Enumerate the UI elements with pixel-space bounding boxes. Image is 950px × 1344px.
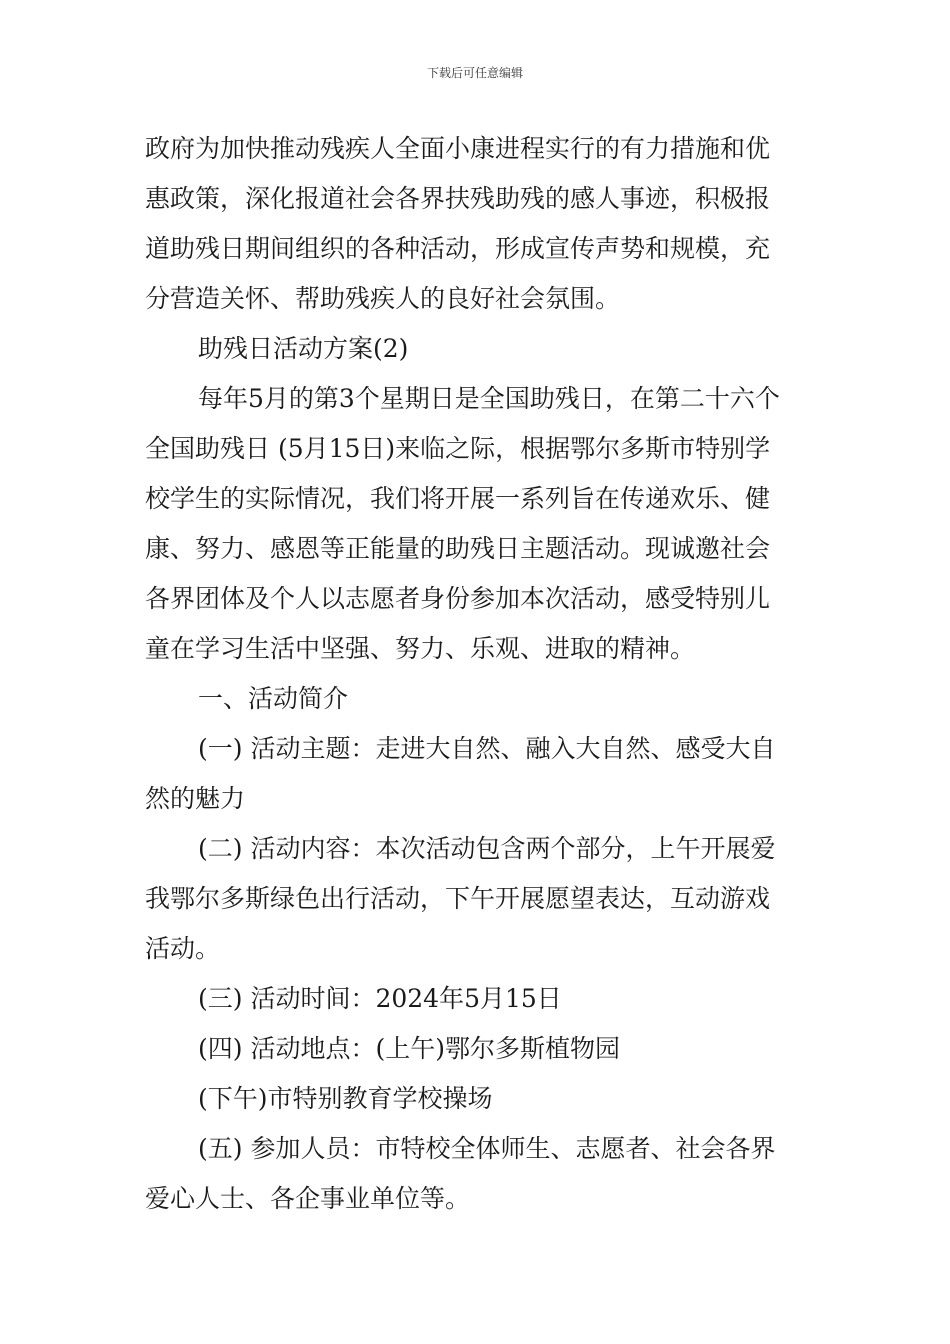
text-line: 康、努力、感恩等正能量的助残日主题活动。现诚邀社会 xyxy=(145,534,771,563)
text-line: 惠政策，深化报道社会各界扶残助残的感人事迹，积极报 xyxy=(145,184,771,213)
list-item-location: (四) 活动地点：(上午)鄂尔多斯植物园 xyxy=(198,1034,620,1063)
document-body xyxy=(145,124,811,1224)
text-line: 各界团体及个人以志愿者身份参加本次活动，感受特别儿 xyxy=(145,584,771,613)
text-line: 我鄂尔多斯绿色出行活动，下午开展愿望表达，互动游戏 xyxy=(145,884,771,913)
list-item-content: (二) 活动内容：本次活动包含两个部分，上午开展爱 xyxy=(198,834,776,863)
list-item-participants: (五) 参加人员：市特校全体师生、志愿者、社会各界 xyxy=(198,1134,776,1163)
text-line: 每年5月的第3个星期日是全国助残日，在第二十六个 xyxy=(198,384,780,413)
text-line: 全国助残日 (5月15日)来临之际，根据鄂尔多斯市特别学 xyxy=(145,434,771,463)
page-header-note: 下载后可任意编辑 xyxy=(426,66,523,80)
text-line: 活动。 xyxy=(145,934,221,963)
text-line: 道助残日期间组织的各种活动，形成宣传声势和规模，充 xyxy=(145,234,771,263)
text-line: 校学生的实际情况，我们将开展一系列旨在传递欢乐、健 xyxy=(145,484,771,513)
list-item-time: (三) 活动时间：2024年5月15日 xyxy=(198,984,562,1013)
section-heading: 一、活动简介 xyxy=(198,684,349,713)
text-line: 政府为加快推动残疾人全面小康进程实行的有力措施和优 xyxy=(145,134,771,163)
text-line: 然的魅力 xyxy=(145,784,246,813)
list-item-location-afternoon: (下午)市特别教育学校操场 xyxy=(198,1084,493,1113)
text-line: 爱心人士、各企事业单位等。 xyxy=(145,1184,471,1213)
list-item-theme: (一) 活动主题：走进大自然、融入大自然、感受大自 xyxy=(198,734,776,763)
section-title: 助残日活动方案(2) xyxy=(198,334,409,363)
text-line: 分营造关怀、帮助残疾人的良好社会氛围。 xyxy=(145,284,621,313)
text-line: 童在学习生活中坚强、努力、乐观、进取的精神。 xyxy=(145,634,696,663)
